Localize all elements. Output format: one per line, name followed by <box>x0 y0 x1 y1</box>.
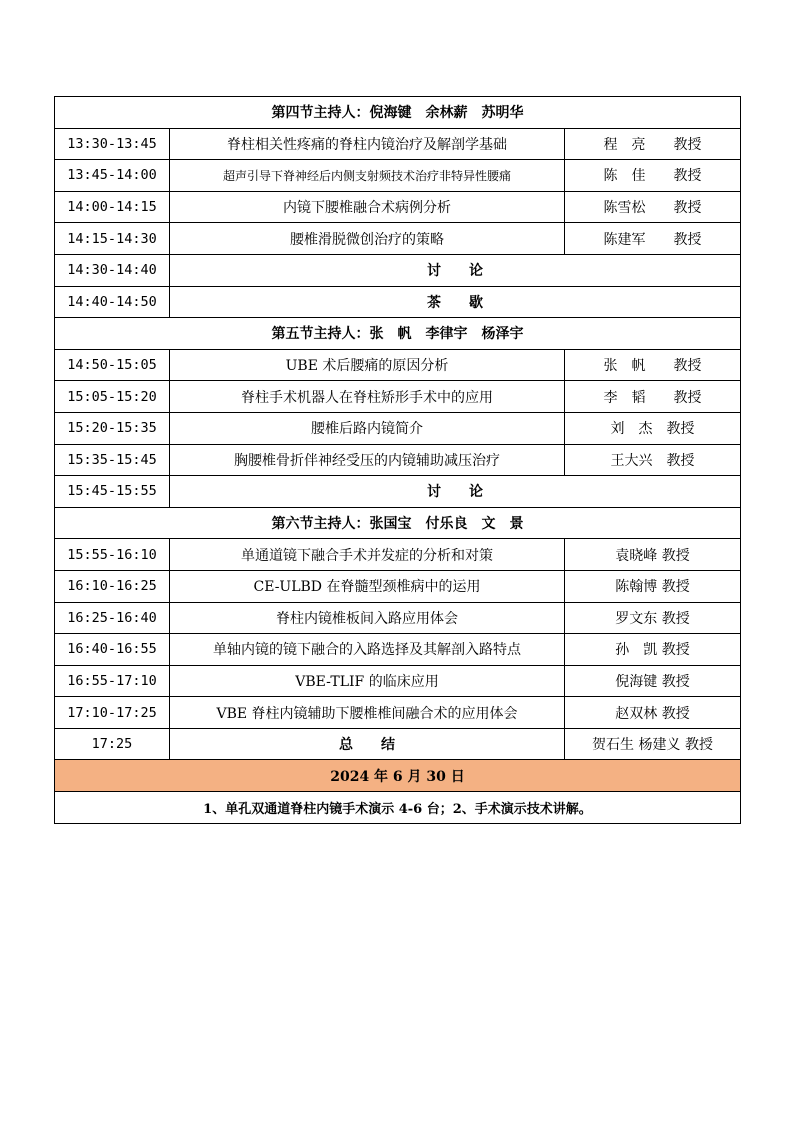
schedule-row <box>55 570 741 602</box>
topic-cell: 内镜下腰椎融合术病例分析 <box>170 191 565 223</box>
section-header: 第六节主持人：张国宝 付乐良 文 景 <box>55 507 741 539</box>
topic-cell: CE-ULBD 在脊髓型颈椎病中的运用 <box>170 570 565 602</box>
time-cell: 16:40-16:55 <box>55 634 170 666</box>
schedule-row <box>55 349 741 381</box>
section-header-row <box>55 318 741 350</box>
speaker-cell: 李 韬 教授 <box>565 381 741 413</box>
topic-cell: 脊柱相关性疼痛的脊柱内镜治疗及解剖学基础 <box>170 128 565 160</box>
topic-cell: UBE 术后腰痛的原因分析 <box>170 349 565 381</box>
topic-cell: 胸腰椎骨折伴神经受压的内镜辅助减压治疗 <box>170 444 565 476</box>
speaker-cell: 陈建军 教授 <box>565 223 741 255</box>
schedule-table <box>54 96 741 824</box>
time-cell: 14:15-14:30 <box>55 223 170 255</box>
speaker-cell: 陈 佳 教授 <box>565 160 741 192</box>
date-banner-row <box>55 760 741 792</box>
time-cell: 16:10-16:25 <box>55 570 170 602</box>
speaker-cell: 陈翰博 教授 <box>565 570 741 602</box>
schedule-row <box>55 191 741 223</box>
speaker-cell: 陈雪松 教授 <box>565 191 741 223</box>
topic-cell: 脊柱手术机器人在脊柱矫形手术中的应用 <box>170 381 565 413</box>
time-cell: 13:45-14:00 <box>55 160 170 192</box>
schedule-row <box>55 665 741 697</box>
speaker-cell: 罗文东 教授 <box>565 602 741 634</box>
time-cell: 17:10-17:25 <box>55 697 170 729</box>
schedule-body <box>55 97 741 824</box>
schedule-row <box>55 728 741 760</box>
time-cell: 17:25 <box>55 728 170 760</box>
speaker-cell: 王大兴 教授 <box>565 444 741 476</box>
time-cell: 16:25-16:40 <box>55 602 170 634</box>
time-cell: 16:55-17:10 <box>55 665 170 697</box>
topic-cell: 总 结 <box>170 728 565 760</box>
time-cell: 15:20-15:35 <box>55 412 170 444</box>
time-cell: 14:50-15:05 <box>55 349 170 381</box>
time-cell: 15:05-15:20 <box>55 381 170 413</box>
topic-cell: 讨 论 <box>170 254 741 286</box>
time-cell: 14:00-14:15 <box>55 191 170 223</box>
schedule-row <box>55 539 741 571</box>
speaker-cell: 贺石生 杨建义 教授 <box>565 728 741 760</box>
topic-cell: 单通道镜下融合手术并发症的分析和对策 <box>170 539 565 571</box>
section-header: 第四节主持人：倪海键 余林薪 苏明华 <box>55 97 741 129</box>
schedule-row <box>55 223 741 255</box>
topic-cell: 腰椎滑脱微创治疗的策略 <box>170 223 565 255</box>
schedule-row <box>55 634 741 666</box>
time-cell: 14:30-14:40 <box>55 254 170 286</box>
note-text: 1、单孔双通道脊柱内镜手术演示 4-6 台；2、手术演示技术讲解。 <box>55 792 741 824</box>
schedule-row <box>55 254 741 286</box>
schedule-row <box>55 697 741 729</box>
topic-cell: 超声引导下脊神经后内侧支射频技术治疗非特异性腰痛 <box>170 160 565 192</box>
time-cell: 15:45-15:55 <box>55 476 170 508</box>
schedule-row <box>55 160 741 192</box>
section-header-row <box>55 507 741 539</box>
speaker-cell: 袁晓峰 教授 <box>565 539 741 571</box>
section-header-row <box>55 97 741 129</box>
speaker-cell: 刘 杰 教授 <box>565 412 741 444</box>
speaker-cell: 程 亮 教授 <box>565 128 741 160</box>
schedule-row <box>55 602 741 634</box>
topic-cell: 茶 歇 <box>170 286 741 318</box>
schedule-row <box>55 381 741 413</box>
time-cell: 14:40-14:50 <box>55 286 170 318</box>
date-banner: 2024 年 6 月 30 日 <box>55 760 741 792</box>
topic-cell: 单轴内镜的镜下融合的入路选择及其解剖入路特点 <box>170 634 565 666</box>
topic-cell: 讨 论 <box>170 476 741 508</box>
speaker-cell: 赵双林 教授 <box>565 697 741 729</box>
schedule-row <box>55 444 741 476</box>
note-row <box>55 792 741 824</box>
speaker-cell: 张 帆 教授 <box>565 349 741 381</box>
topic-cell: 腰椎后路内镜简介 <box>170 412 565 444</box>
topic-cell: VBE 脊柱内镜辅助下腰椎椎间融合术的应用体会 <box>170 697 565 729</box>
speaker-cell: 倪海键 教授 <box>565 665 741 697</box>
time-cell: 15:55-16:10 <box>55 539 170 571</box>
speaker-cell: 孙 凯 教授 <box>565 634 741 666</box>
schedule-row <box>55 128 741 160</box>
schedule-row <box>55 476 741 508</box>
topic-cell: 脊柱内镜椎板间入路应用体会 <box>170 602 565 634</box>
topic-cell: VBE-TLIF 的临床应用 <box>170 665 565 697</box>
schedule-row <box>55 412 741 444</box>
time-cell: 13:30-13:45 <box>55 128 170 160</box>
schedule-row <box>55 286 741 318</box>
time-cell: 15:35-15:45 <box>55 444 170 476</box>
section-header: 第五节主持人：张 帆 李律宇 杨泽宇 <box>55 318 741 350</box>
